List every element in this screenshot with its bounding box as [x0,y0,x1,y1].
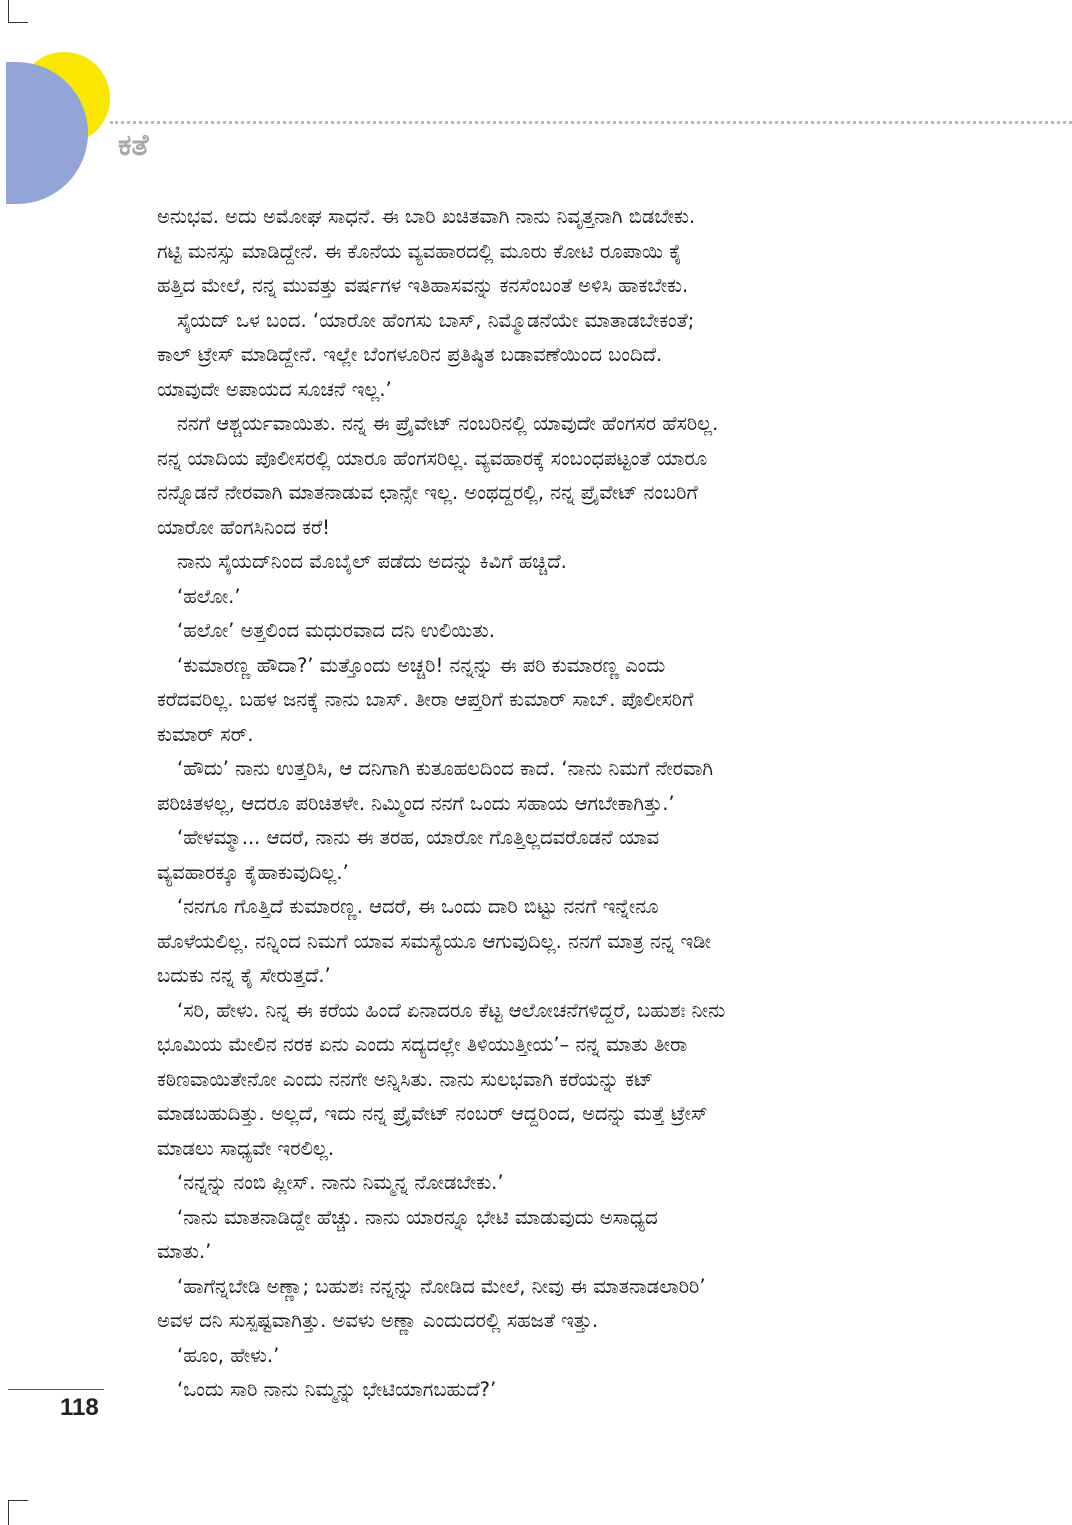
crop-mark-top-left-horizontal [8,22,28,23]
text-line: ಭೂಮಿಯ ಮೇಲಿನ ನರಕ ಏನು ಎಂದು ಸದ್ಯದಲ್ಲೇ ತಿಳಿಯುತ್ತೀಯ’– ನನ್ನ ಮಾತು ತೀರಾ [157,1033,688,1056]
text-line: ಸೈಯದ್ ಒಳ ಬಂದ. ‘ಯಾರೋ ಹೆಂಗಸು ಬಾಸ್, ನಿಮ್ಮೊಡನೆಯೇ ಮಾತಾಡಬೇಕಂತೆ; [177,308,695,332]
text-line: ಯಾರೋ ಹೆಂಗಸಿನಿಂದ ಕರೆ! [157,515,330,539]
text-line: ಕಾಲ್ ಟ್ರೇಸ್ ಮಾಡಿದ್ದೇನೆ. ಇಲ್ಲೇ ಬೆಂಗಳೂರಿನ ಪ್ರತಿಷ್ಠಿತ ಬಡಾವಣೆಯಿಂದ ಬಂದಿದೆ. [157,343,663,366]
crop-mark-top-left-vertical [8,0,9,22]
text-line: ‘ಸರಿ, ಹೇಳು. ನಿನ್ನ ಈ ಕರೆಯ ಹಿಂದೆ ಏನಾದರೂ ಕೆಟ್ಟ ಆಲೋಚನೆಗಳಿದ್ದರೆ, ಬಹುಶಃ ನೀನು [177,998,726,1022]
text-line: ಗಟ್ಟಿ ಮನಸ್ಸು ಮಾಡಿದ್ದೇನೆ. ಈ ಕೊನೆಯ ವ್ಯವಹಾರದಲ್ಲಿ ಮೂರು ಕೋಟಿ ರೂಪಾಯಿ ಕೈ [157,239,682,263]
text-line: ‘ನನಗೂ ಗೊತ್ತಿದೆ ಕುಮಾರಣ್ಣ. ಆದರೆ, ಈ ಒಂದು ದಾರಿ ಬಿಟ್ಟು ನನಗೆ ಇನ್ನೇನೂ [177,895,659,918]
text-line: ನನ್ನೊಡನೆ ನೇರವಾಗಿ ಮಾತನಾಡುವ ಛಾನ್ಸೇ ಇಲ್ಲ. ಅಂಥದ್ದರಲ್ಲಿ, ನನ್ನ ಪ್ರೈವೇಟ್ ನಂಬರಿಗೆ [157,481,698,504]
crop-mark-bottom-left-vertical [8,1500,9,1525]
text-line: ‘ಹೂಂ, ಹೇಳು.’ [177,1343,280,1367]
folio-rule [8,1389,104,1390]
text-line: ಹತ್ತಿದ ಮೇಲೆ, ನನ್ನ ಮುವತ್ತು ವರ್ಷಗಳ ಇತಿಹಾಸವನ್ನು ಕನಸೆಂಬಂತೆ ಅಳಿಸಿ ಹಾಕಬೇಕು. [157,274,689,297]
text-line: ನನ್ನ ಯಾದಿಯ ಪೊಲೀಸರಲ್ಲಿ ಯಾರೂ ಹೆಂಗಸರಿಲ್ಲ. ವ್ಯವಹಾರಕ್ಕೆ ಸಂಬಂಧಪಟ್ಟಂತೆ ಯಾರೂ [157,446,708,470]
text-line: ಕಠಿಣವಾಯಿತೇನೋ ಎಂದು ನನಗೇ ಅನ್ನಿಸಿತು. ನಾನು ಸುಲಭವಾಗಿ ಕರೆಯನ್ನು ಕಟ್ [157,1067,654,1091]
text-line: ಮಾಡಲು ಸಾಧ್ಯವೇ ಇರಲಿಲ್ಲ. [157,1136,335,1160]
text-line: ‘ಹಲೋ’ ಅತ್ತಲಿಂದ ಮಧುರವಾದ ದನಿ ಉಲಿಯಿತು. [177,619,495,642]
page-number: 118 [60,1394,99,1421]
text-line: ‘ನಾನು ಮಾತನಾಡಿದ್ದೇ ಹೆಚ್ಚು. ನಾನು ಯಾರನ್ನೂ ಭೇಟಿ ಮಾಡುವುದು ಅಸಾಧ್ಯದ [177,1205,658,1229]
text-line: ‘ಕುಮಾರಣ್ಣ ಹೌದಾ?’ ಮತ್ತೊಂದು ಅಚ್ಚರಿ! ನನ್ನನ್ನು ಈ ಪರಿ ಕುಮಾರಣ್ಣ ಎಂದು [177,653,666,677]
text-line: ಅವಳ ದನಿ ಸುಸ್ಪಷ್ಟವಾಗಿತ್ತು. ಅವಳು ಅಣ್ಣಾ ಎಂದುದರಲ್ಲಿ ಸಹಜತೆ ಇತ್ತು. [157,1309,599,1332]
text-line: ‘ಹೌದು’ ನಾನು ಉತ್ತರಿಸಿ, ಆ ದನಿಗಾಗಿ ಕುತೂಹಲದಿಂದ ಕಾದೆ. ‘ನಾನು ನಿಮಗೆ ನೇರವಾಗಿ [177,757,714,780]
text-line: ಮಾಡಬಹುದಿತ್ತು. ಅಲ್ಲದೆ, ಇದು ನನ್ನ ಪ್ರೈವೇಟ್ ನಂಬರ್ ಆದ್ದರಿಂದ, ಅದನ್ನು ಮತ್ತೆ ಟ್ರೇಸ್ [157,1102,708,1125]
text-line: ಕರೆದವರಿಲ್ಲ. ಬಹಳ ಜನಕ್ಕೆ ನಾನು ಬಾಸ್. ತೀರಾ ಆಪ್ತರಿಗೆ ಕುಮಾರ್ ಸಾಬ್. ಪೊಲೀಸರಿಗೆ [157,688,694,711]
text-line: ನಾನು ಸೈಯದ್‌ನಿಂದ ಮೊಬೈಲ್ ಪಡೆದು ಅದನ್ನು ಕಿವಿಗೆ ಹಚ್ಚಿದೆ. [177,550,567,573]
text-line: ಬದುಕು ನನ್ನ ಕೈ ಸೇರುತ್ತದೆ.’ [157,964,331,987]
text-line: ಕುಮಾರ್ ಸರ್. [157,722,254,746]
story-body-text [157,200,912,1408]
text-line: ‘ಹೇಳಮ್ಮಾ... ಆದರೆ, ನಾನು ಈ ತರಹ, ಯಾರೋ ಗೊತ್ತಿಲ್ಲದವರೊಡನೆ ಯಾವ [177,826,660,849]
text-line: ‘ಹಲೋ.’ [177,584,241,608]
text-line: ವ್ಯವಹಾರಕ್ಕೂ ಕೈಹಾಕುವುದಿಲ್ಲ.’ [157,860,349,884]
text-line: ‘ನನ್ನನ್ನು ನಂಬಿ ಪ್ಲೀಸ್. ನಾನು ನಿಮ್ಮನ್ನ ನೋಡಬೇಕು.’ [177,1171,504,1194]
crop-mark-bottom-left-horizontal [8,1500,28,1501]
header-dotted-rule [110,121,1072,124]
text-line: ನನಗೆ ಆಶ್ಚರ್ಯವಾಯಿತು. ನನ್ನ ಈ ಪ್ರೈವೇಟ್ ನಂಬರಿನಲ್ಲಿ ಯಾವುದೇ ಹೆಂಗಸರ ಹೆಸರಿಲ್ಲ. [177,412,719,435]
text-line: ‘ಒಂದು ಸಾರಿ ನಾನು ನಿಮ್ಮನ್ನು ಭೇಟಿಯಾಗಬಹುದೆ?’ [177,1378,497,1401]
text-line: ಪರಿಚಿತಳಲ್ಲ, ಆದರೂ ಪರಿಚಿತಳೇ. ನಿಮ್ಮಿಂದ ನನಗೆ ಒಂದು ಸಹಾಯ ಆಗಬೇಕಾಗಿತ್ತು.’ [157,791,675,815]
text-line: ಅನುಭವ. ಅದು ಅಮೋಘ ಸಾಧನೆ. ಈ ಬಾರಿ ಖಚಿತವಾಗಿ ನಾನು ನಿವೃತ್ತನಾಗಿ ಬಿಡಬೇಕು. [157,205,696,228]
text-line: ಮಾತು.’ [157,1240,212,1263]
text-line: ‘ಹಾಗೆನ್ನಬೇಡಿ ಅಣ್ಣಾ; ಬಹುಶಃ ನನ್ನನ್ನು ನೋಡಿದ ಮೇಲೆ, ನೀವು ಈ ಮಾತನಾಡಲಾರಿರಿ’ [177,1274,706,1298]
section-title: ಕತೆ [118,128,149,163]
text-line: ಹೊಳೆಯಲಿಲ್ಲ. ನನ್ನಿಂದ ನಿಮಗೆ ಯಾವ ಸಮಸ್ಯೆಯೂ ಆಗುವುದಿಲ್ಲ. ನನಗೆ ಮಾತ್ರ ನನ್ನ ಇಡೀ [157,929,712,953]
text-line: ಯಾವುದೇ ಅಪಾಯದ ಸೂಚನೆ ಇಲ್ಲ.’ [157,377,392,401]
